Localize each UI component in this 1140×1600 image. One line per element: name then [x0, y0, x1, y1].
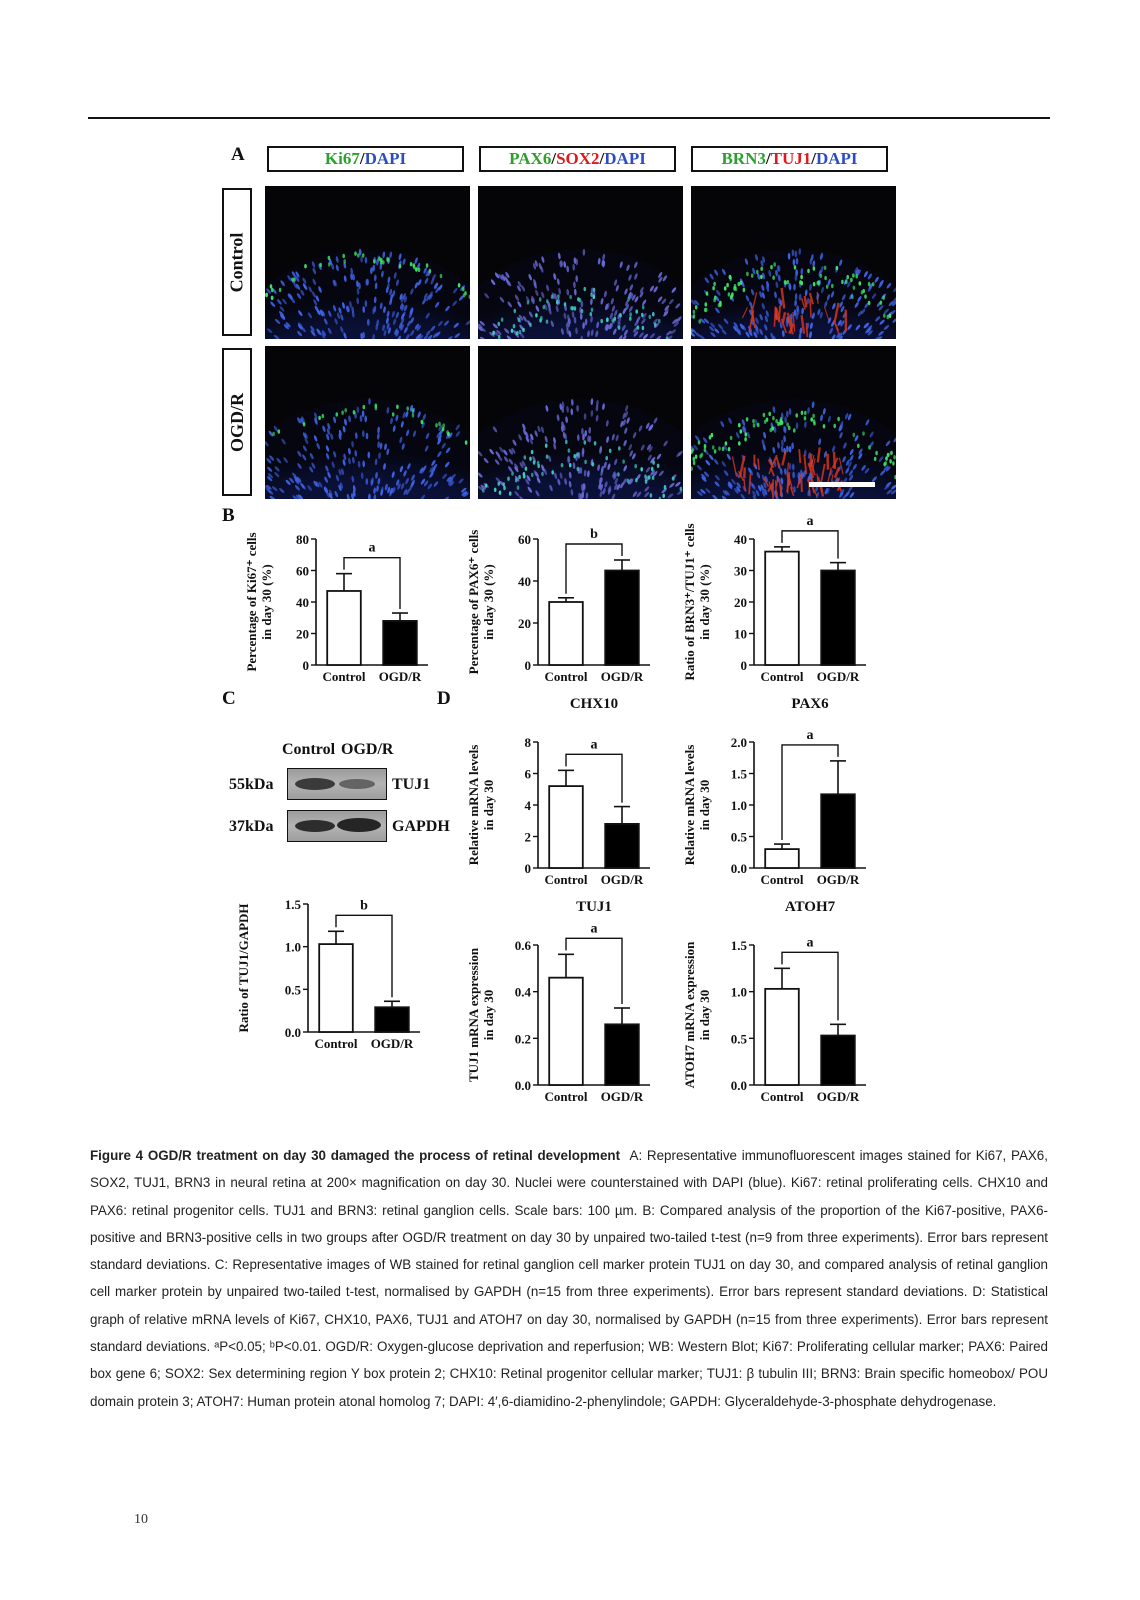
wb-mw-37kda: 37kDa — [229, 818, 274, 835]
y-tick-label: 40 — [296, 595, 309, 610]
significance-label: a — [806, 727, 814, 743]
header-segment: DAPI — [604, 149, 646, 168]
x-tick-label: Control — [760, 1089, 804, 1104]
header-segment: / — [811, 149, 816, 168]
page-number: 10 — [134, 1512, 148, 1527]
chart-chx10-mrna — [462, 690, 662, 888]
significance-label: a — [368, 540, 376, 556]
y-tick-label: 80 — [296, 532, 309, 547]
panel-label-d: D — [437, 688, 451, 709]
y-tick-label: 60 — [296, 563, 309, 579]
header-segment: / — [551, 149, 557, 168]
y-tick-label: 2 — [524, 829, 531, 845]
y-tick-label: 2.0 — [730, 735, 747, 750]
x-tick-label: OGD/R — [816, 669, 860, 684]
y-tick-label: 20 — [518, 616, 531, 631]
chart-title: TUJ1 — [576, 899, 612, 915]
bar-control — [765, 552, 799, 665]
header-segment: / — [599, 149, 605, 168]
chart-title: CHX10 — [569, 696, 619, 712]
y-axis-label: in day 30 (%) — [481, 564, 496, 640]
bar-ogdr — [605, 571, 639, 666]
wb-lane-label-ogdr: OGD/R — [341, 741, 394, 758]
panel-label-b: B — [222, 505, 235, 526]
header-segment: BRN3 — [721, 149, 766, 168]
y-tick-label: 0.5 — [730, 829, 747, 845]
bar-ogdr — [605, 1024, 639, 1085]
wb-lane-label-control: Control — [282, 741, 336, 758]
caption-title: Figure 4 OGD/R treatment on day 30 damaged the process of retinal development — [90, 1148, 621, 1163]
header-segment: SOX2 — [556, 149, 600, 168]
y-tick-label: 20 — [734, 595, 747, 610]
chart-atoh7-mrna — [678, 893, 878, 1105]
y-tick-label: 10 — [734, 626, 747, 642]
caption-body: A: Representative immunofluorescent images stained for Ki67, PAX6, SOX2, TUJ1, BRN3 in neural retina at 200× magnification on day 30. Nuclei were counterstained with DAPI (blue). Ki67: retinal proliferating cells. CHX10 and PAX6: retinal progenitor cells. TUJ1 and BRN3: retinal ganglion cells. Scale bars: 100 µm. B: Compared analysis of the proportion of the Ki67-positive, PAX6-positive and BRN3-positive cells in two groups after OGD/R treatment on day 30 by unpaired two-tailed t-test (n=9 from three experiments). Error bars represent standard deviations. C: Representative images of WB stained for retinal ganglion cell marker protein TUJ1 on day 30, and compared analysis of retinal ganglion cell marker protein by unpaired two-tailed t-test, normalised by GAPDH (n=15 from three experiments). Error bars represent standard deviations. D: Statistical graph of relative mRNA levels of Ki67, CHX10, PAX6, TUJ1 and ATOH7 on day 30, normalised by GAPDH (n=15 from three experiments). Error bars represent standard deviations. ᵃP<0.05; ᵇP<0.01. OGD/R: Oxygen-glucose deprivation and reperfusion; WB: Western Blot; Ki67: Proliferating cellular marker; PAX6: Paired box gene 6; SOX2: Sex determining region Y box protein 2; CHX10: Retinal progenitor cellular marker; TUJ1: β tubulin III; BRN3: Brain specific homeobox/ POU domain protein 3; ATOH7: Human protein atonal homolog 7; DAPI: 4′,6-diamidino-2-phenylindole; GAPDH: Glyceraldehyde-3-phosphate dehydrogenase. — [90, 1148, 1048, 1409]
header-ki67-dapi — [267, 146, 464, 172]
micrograph-ki67-ogdr — [265, 346, 470, 499]
x-tick-label: Control — [544, 1089, 588, 1104]
bar-ogdr — [605, 824, 639, 868]
chart-pax6-percentage — [462, 515, 662, 685]
x-tick-label: OGD/R — [816, 872, 860, 887]
bar-control — [327, 591, 361, 665]
y-tick-label: 0.4 — [514, 984, 531, 1000]
significance-label: a — [590, 737, 598, 753]
y-axis-label: in day 30 (%) — [697, 564, 712, 640]
wb-protein-gapdh: GAPDH — [392, 818, 450, 835]
x-tick-label: Control — [760, 669, 804, 684]
y-tick-label: 8 — [524, 735, 531, 750]
x-tick-label: OGD/R — [370, 1036, 414, 1051]
x-tick-label: Control — [544, 872, 588, 887]
header-segment: DAPI — [364, 149, 407, 168]
y-tick-label: 1.0 — [730, 798, 747, 813]
x-tick-label: Control — [760, 872, 804, 887]
significance-label: b — [590, 527, 598, 542]
scale-bar — [809, 482, 875, 487]
chart-ki67-percentage — [240, 515, 440, 685]
header-segment: TUJ1 — [770, 149, 812, 168]
y-tick-label: 1.5 — [730, 938, 747, 953]
y-axis-label: Percentage of PAX6⁺ cells — [466, 529, 481, 675]
significance-label: a — [806, 935, 814, 951]
bar-ogdr — [821, 1036, 855, 1085]
x-tick-label: OGD/R — [600, 872, 644, 887]
y-tick-label: 60 — [518, 532, 531, 547]
bar-control — [765, 849, 799, 868]
y-tick-label: 1.0 — [730, 984, 747, 1000]
y-tick-label: 0.6 — [514, 938, 531, 953]
wb-mw-55kda: 55kDa — [229, 776, 274, 793]
x-tick-label: OGD/R — [816, 1089, 860, 1104]
bar-control — [319, 944, 353, 1032]
bar-ogdr — [821, 571, 855, 666]
header-segment: / — [359, 149, 365, 168]
significance-label: a — [806, 513, 814, 529]
y-tick-label: 0.5 — [284, 982, 301, 998]
x-tick-label: OGD/R — [378, 669, 422, 684]
header-segment: Ki67 — [324, 149, 360, 168]
panel-label-c: C — [222, 688, 236, 709]
header-brn3-tuj1-dapi — [691, 146, 888, 172]
chart-brn3-tuj1-ratio — [678, 515, 878, 685]
y-tick-label: 30 — [734, 563, 747, 579]
x-tick-label: Control — [322, 669, 366, 684]
bar-control — [549, 786, 583, 868]
wb-band-gapdh — [287, 810, 387, 842]
chart-pax6-mrna — [678, 690, 878, 888]
y-tick-label: 20 — [296, 626, 309, 642]
bar-ogdr — [383, 621, 417, 665]
y-tick-label: 0.5 — [730, 1031, 747, 1047]
y-tick-label: 6 — [524, 766, 531, 782]
y-axis-label: Percentage of Ki67⁺ cells — [244, 532, 259, 672]
x-tick-label: Control — [544, 669, 588, 684]
micrograph-brn3-ogdr — [691, 346, 896, 499]
chart-title: PAX6 — [791, 696, 829, 712]
bar-ogdr — [375, 1007, 409, 1032]
micrograph-ki67-control — [265, 186, 470, 339]
header-segment: PAX6 — [509, 149, 552, 168]
y-axis-label: ATOH7 mRNA expression — [682, 941, 697, 1089]
header-pax6-sox2-dapi — [479, 146, 676, 172]
chart-tuj1-mrna — [462, 893, 662, 1105]
y-tick-label: 0.2 — [514, 1031, 531, 1047]
y-tick-label: 0 — [524, 658, 531, 673]
header-segment: / — [765, 149, 771, 168]
y-axis-label: in day 30 — [697, 989, 712, 1041]
chart-title: ATOH7 — [784, 899, 836, 915]
figure-caption — [90, 1142, 1048, 1415]
y-axis-label: in day 30 — [481, 779, 496, 831]
micrograph-pax6-ogdr — [478, 346, 683, 499]
y-axis-label: Relative mRNA levels — [466, 744, 481, 866]
y-tick-label: 0.0 — [284, 1025, 301, 1040]
y-tick-label: 0 — [524, 861, 531, 876]
y-axis-label: Ratio of BRN3⁺/TUJ1⁺ cells — [682, 523, 697, 681]
y-tick-label: 0.0 — [730, 1078, 747, 1093]
y-tick-label: 40 — [734, 532, 747, 547]
significance-label: a — [590, 921, 598, 937]
micrograph-pax6-control — [478, 186, 683, 339]
significance-label: b — [360, 898, 368, 914]
y-axis-label: in day 30 (%) — [259, 564, 274, 640]
bar-control — [549, 602, 583, 665]
y-axis-label: in day 30 — [697, 779, 712, 831]
bar-control — [549, 978, 583, 1085]
y-tick-label: 0 — [302, 658, 309, 673]
chart-tuj1-gapdh-ratio — [232, 880, 432, 1052]
header-segment: DAPI — [815, 149, 858, 168]
bar-control — [765, 989, 799, 1085]
y-tick-label: 1.5 — [284, 897, 301, 912]
wb-protein-tuj1: TUJ1 — [392, 776, 431, 793]
y-tick-label: 1.5 — [730, 766, 747, 782]
row-label-control: Control — [222, 188, 252, 336]
y-axis-label: TUJ1 mRNA expression — [466, 947, 481, 1083]
y-tick-label: 0.0 — [730, 861, 747, 876]
y-tick-label: 40 — [518, 574, 531, 589]
y-axis-label: in day 30 — [481, 989, 496, 1041]
header-rule — [88, 117, 1050, 119]
x-tick-label: Control — [314, 1036, 358, 1051]
y-axis-label: Relative mRNA levels — [682, 744, 697, 866]
micrograph-brn3-control — [691, 186, 896, 339]
wb-band-tuj1 — [287, 768, 387, 800]
row-label-ogdr: OGD/R — [222, 348, 252, 496]
y-axis-label: Ratio of TUJ1/GAPDH — [236, 903, 251, 1033]
x-tick-label: OGD/R — [600, 669, 644, 684]
panel-label-a: A — [231, 144, 245, 165]
x-tick-label: OGD/R — [600, 1089, 644, 1104]
y-tick-label: 0.0 — [514, 1078, 531, 1093]
y-tick-label: 4 — [524, 798, 531, 813]
bar-ogdr — [821, 794, 855, 868]
y-tick-label: 1.0 — [284, 939, 301, 955]
y-tick-label: 0 — [740, 658, 747, 673]
